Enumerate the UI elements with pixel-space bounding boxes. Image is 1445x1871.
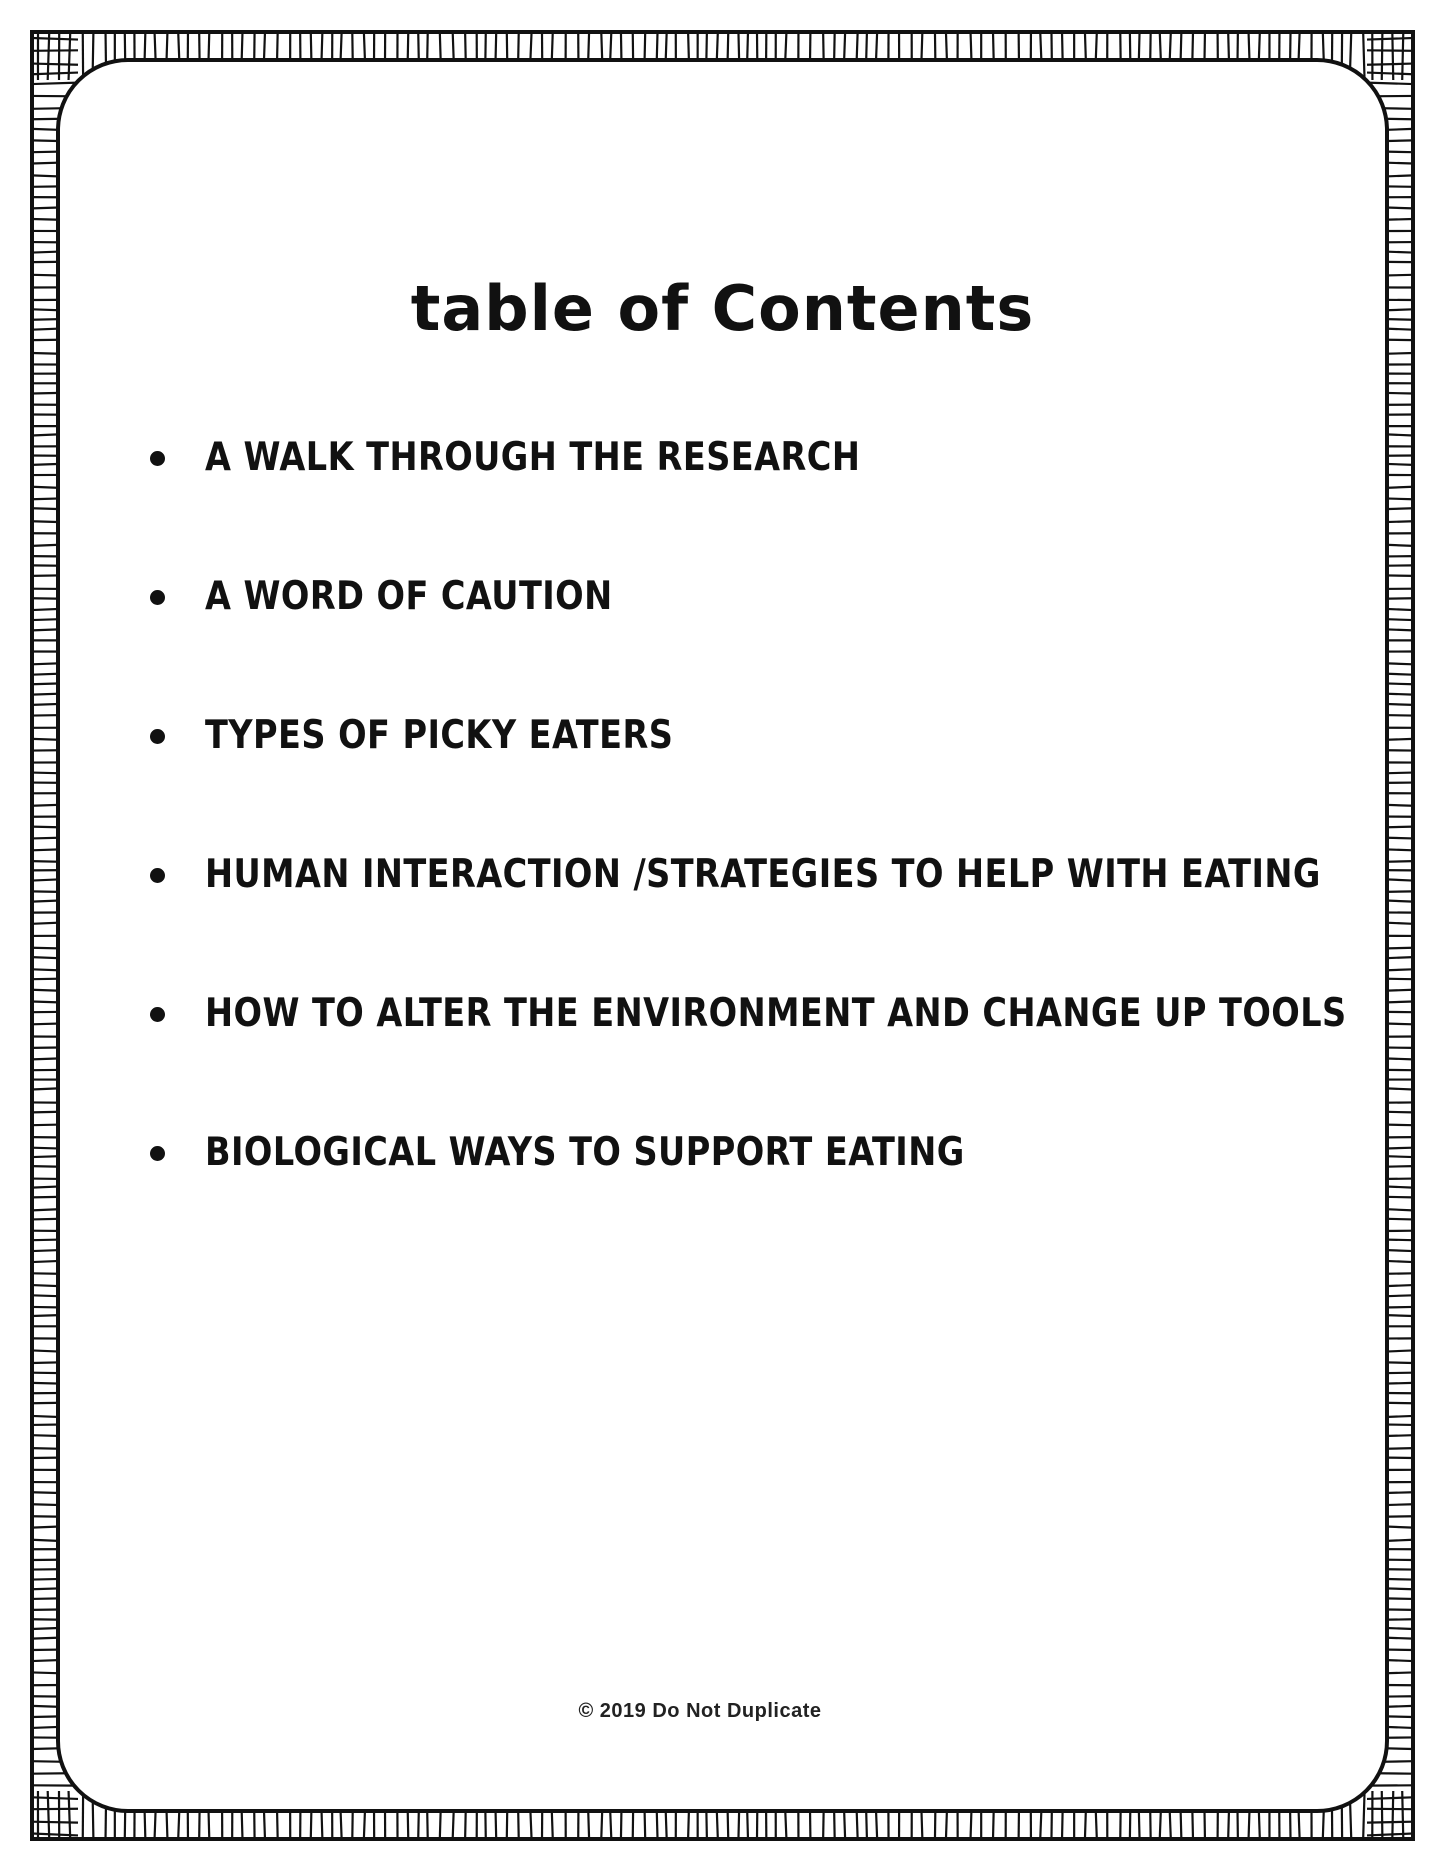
toc-item-alter-environment	[150, 986, 1350, 1125]
toc-item-biological-ways	[150, 1125, 1350, 1264]
toc-item-human-interaction	[150, 847, 1350, 986]
toc-item-label: A WALK THROUGH THE RESEARCH	[205, 435, 861, 480]
bullet-icon	[150, 590, 165, 605]
bullet-icon	[150, 1007, 165, 1022]
bullet-icon	[150, 729, 165, 744]
toc-item-types-of-picky-eaters	[150, 708, 1350, 847]
toc-item-label: TYPES OF PICKY EATERS	[205, 713, 674, 758]
page-title: table of Contents	[410, 272, 1035, 345]
toc-item-label: BIOLOGICAL WAYS TO SUPPORT EATING	[205, 1130, 965, 1175]
toc-item-word-of-caution	[150, 569, 1350, 708]
table-of-contents-list	[150, 430, 1350, 1264]
toc-item-walk-through-research	[150, 430, 1350, 569]
toc-item-label: HOW TO ALTER THE ENVIRONMENT AND CHANGE UP TOOLS	[205, 991, 1347, 1036]
bullet-icon	[150, 1146, 165, 1161]
toc-item-label: A WORD OF CAUTION	[205, 574, 613, 619]
copyright-footer: © 2019 Do Not Duplicate	[578, 1700, 822, 1722]
toc-item-label: HUMAN INTERACTION /STRATEGIES TO HELP WITH EATING	[205, 852, 1321, 897]
bullet-icon	[150, 451, 165, 466]
bullet-icon	[150, 868, 165, 883]
